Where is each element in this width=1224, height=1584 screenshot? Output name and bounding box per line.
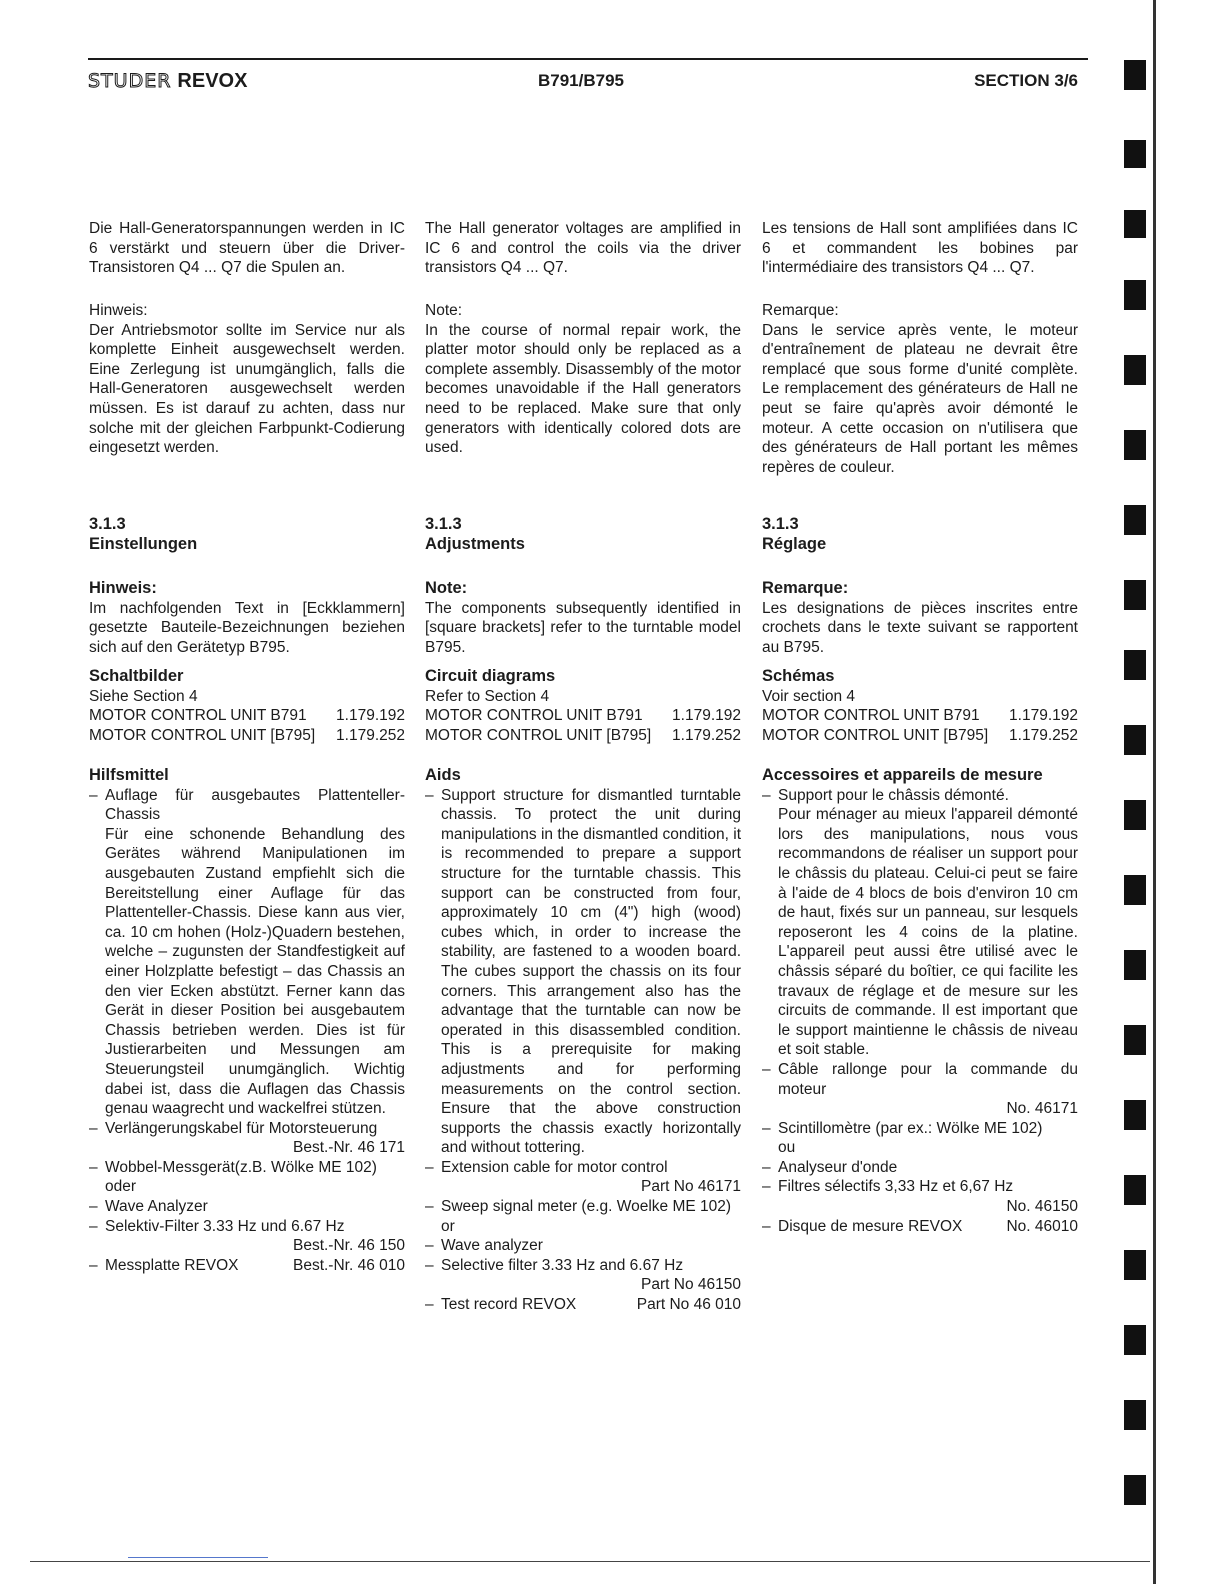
aid-title: – Test record REVOX bbox=[441, 1296, 577, 1314]
list-item bbox=[425, 1236, 741, 1256]
aid-title: – Filtres sélectifs 3,33 Hz et 6,67 Hz bbox=[778, 1178, 1014, 1196]
brand-revox: REVOX bbox=[177, 70, 248, 92]
binding-tab bbox=[1124, 1025, 1146, 1055]
hint-text: The components subsequently identified in [square brackets] refer to the turntable model B795. bbox=[425, 599, 741, 656]
diagram-number: 1.179.192 bbox=[336, 707, 405, 725]
diagram-row bbox=[89, 726, 405, 746]
section-title: Einstellungen bbox=[89, 534, 198, 553]
aids-list bbox=[89, 786, 405, 1276]
aid-part-number: No. 46150 bbox=[1006, 1198, 1078, 1216]
aid-title: – Disque de mesure REVOX bbox=[778, 1217, 963, 1235]
list-item bbox=[425, 1295, 741, 1315]
diagram-row bbox=[425, 706, 741, 726]
note-label: Remarque: bbox=[762, 302, 839, 319]
aid-part-number: Best.-Nr. 46 010 bbox=[292, 1256, 405, 1274]
aid-title: – Extension cable for motor control bbox=[441, 1158, 668, 1176]
list-item bbox=[762, 1158, 1078, 1178]
hint-label: Remarque: bbox=[762, 579, 849, 597]
section-number-heading: 3.1.3 bbox=[425, 515, 462, 533]
list-item bbox=[425, 1197, 741, 1236]
list-item bbox=[89, 1256, 405, 1276]
binding-tab bbox=[1124, 1250, 1146, 1280]
hint-label: Note: bbox=[425, 579, 468, 597]
diagrams-ref: Voir section 4 bbox=[762, 687, 856, 705]
aid-title: Wave analyzer bbox=[441, 1237, 543, 1255]
binding-tab bbox=[1124, 1175, 1146, 1205]
aid-title: – Selective filter 3.33 Hz and 6.67 Hz bbox=[441, 1256, 684, 1274]
list-item bbox=[89, 1158, 405, 1197]
binding-tab bbox=[1124, 430, 1146, 460]
aid-part-number: Part No 46150 bbox=[641, 1276, 741, 1294]
aid-title: – Scintillomètre (par ex.: Wölke ME 102) bbox=[778, 1119, 1043, 1137]
aid-part-number: No. 46171 bbox=[1006, 1100, 1078, 1118]
aids-list bbox=[762, 786, 1078, 1237]
binding-tab bbox=[1124, 355, 1146, 385]
page-header bbox=[88, 68, 1078, 98]
aid-or: oder bbox=[105, 1178, 137, 1196]
brand-logo bbox=[88, 70, 247, 93]
aids-label: Accessoires et appareils de mesure bbox=[762, 766, 1043, 784]
aid-part-number: No. 46010 bbox=[1006, 1217, 1078, 1235]
list-item bbox=[89, 1197, 405, 1217]
binding-tab bbox=[1124, 60, 1146, 90]
diagram-name: MOTOR CONTROL UNIT [B795] bbox=[425, 726, 652, 744]
diagram-name: MOTOR CONTROL UNIT B791 bbox=[89, 707, 307, 725]
page-edge bbox=[1153, 0, 1156, 1584]
list-item bbox=[89, 786, 405, 1119]
aid-title: Wave Analyzer bbox=[105, 1198, 208, 1216]
list-item bbox=[762, 1217, 1078, 1237]
diagram-name: MOTOR CONTROL UNIT [B795] bbox=[762, 726, 989, 744]
aid-part-number: Part No 46171 bbox=[641, 1178, 741, 1196]
diagram-number: 1.179.192 bbox=[672, 707, 741, 725]
aid-title: – Messplatte REVOX bbox=[105, 1256, 239, 1274]
diagrams-label: Schaltbilder bbox=[89, 667, 184, 685]
aid-title: Analyseur d'onde bbox=[778, 1158, 898, 1176]
aid-title: – Selektiv-Filter 3.33 Hz und 6.67 Hz bbox=[105, 1217, 345, 1235]
scan-mark bbox=[128, 1557, 268, 1558]
diagram-name: MOTOR CONTROL UNIT B791 bbox=[762, 707, 980, 725]
diagrams-label: Circuit diagrams bbox=[425, 667, 556, 685]
diagram-row bbox=[425, 726, 741, 746]
section-number: SECTION 3/6 bbox=[974, 71, 1078, 90]
aid-or: ou bbox=[778, 1139, 796, 1157]
aid-or: or bbox=[441, 1217, 455, 1235]
brand-studer: STUDER bbox=[88, 70, 172, 92]
binding-tab bbox=[1124, 1325, 1146, 1355]
section-number-heading: 3.1.3 bbox=[762, 515, 799, 533]
binding-tab bbox=[1124, 725, 1146, 755]
binding-tab bbox=[1124, 650, 1146, 680]
section-title: Adjustments bbox=[425, 534, 525, 553]
aids-label: Hilfsmittel bbox=[89, 766, 169, 784]
diagram-number: 1.179.252 bbox=[672, 726, 741, 744]
binding-tab bbox=[1124, 505, 1146, 535]
hint-text: Les designations de pièces inscrites entre crochets dans le texte suivant se rapportent au B795. bbox=[762, 599, 1078, 656]
hint-text: Im nachfolgenden Text in [Eckklammern] gesetzte Bauteile-Bezeichnungen beziehen sich auf den Gerätetyp B795. bbox=[89, 599, 405, 656]
note-label: Hinweis: bbox=[89, 302, 148, 319]
aid-title: – Verlängerungskabel für Motorsteuerung bbox=[105, 1119, 378, 1137]
note-text: In the course of normal repair work, the platter motor should only be replaced as a complete assembly. Disassembly of the motor becomes unavoidable if the Hall generators need to be replaced. Make sure that only generators with identically colored dots are used. bbox=[425, 321, 741, 457]
note-label: Note: bbox=[425, 302, 463, 319]
aid-part-number: Part No 46 010 bbox=[636, 1296, 741, 1314]
aids-list bbox=[425, 786, 741, 1315]
binding-tab bbox=[1124, 1400, 1146, 1430]
binding-tab bbox=[1124, 280, 1146, 310]
diagram-number: 1.179.192 bbox=[1009, 707, 1078, 725]
aid-title: – Câble rallonge pour la commande du moteur bbox=[778, 1060, 1078, 1098]
header-rule bbox=[88, 58, 1088, 60]
binding-tab bbox=[1124, 800, 1146, 830]
diagrams-ref: Siehe Section 4 bbox=[89, 687, 198, 705]
aids-label: Aids bbox=[425, 766, 461, 784]
binding-tab bbox=[1124, 1100, 1146, 1130]
aid-title: – Wobbel-Messgerät(z.B. Wölke ME 102) bbox=[105, 1158, 377, 1176]
aid-part-number: Best.-Nr. 46 171 bbox=[292, 1139, 405, 1157]
diagrams-label: Schémas bbox=[762, 667, 835, 685]
binding-tab bbox=[1124, 140, 1146, 168]
list-item bbox=[425, 786, 741, 1158]
aid-description: Pour ménager au mieux l'appareil démonté lors des manipulations, nous vous recommandons de réaliser un support pour le châssis du plateau. Celui-ci peut se faire à l'aide de 4 blocs de bois d'environ 10 cm de haut, fixés sur un panneau, sur lesquels reposeront les 4 coins de la platine. L'appareil peut aussi être utilisé avec le châssis séparé du boîtier, ce qui facilite les travaux de réglage et de mesure sur les circuits de commande. Il est important que le support maintienne le châssis de niveau et soit stable. bbox=[778, 806, 1078, 1059]
aid-part-number: Best.-Nr. 46 150 bbox=[292, 1237, 405, 1255]
aid-title: – Sweep signal meter (e.g. Woelke ME 102) bbox=[441, 1198, 732, 1216]
bottom-rule bbox=[30, 1561, 1150, 1562]
list-item bbox=[762, 1060, 1078, 1119]
aid-title: – Auflage für ausgebautes Plattenteller-Chassis bbox=[105, 786, 405, 824]
model-number: B791/B795 bbox=[538, 71, 625, 90]
list-item bbox=[89, 1217, 405, 1256]
diagram-number: 1.179.252 bbox=[1009, 726, 1078, 744]
diagram-row bbox=[762, 726, 1078, 746]
aid-title: – Support pour le châssis démonté. bbox=[778, 786, 1009, 804]
binding-tab bbox=[1124, 950, 1146, 980]
binding-tab bbox=[1124, 1475, 1146, 1505]
aid-description: Für eine schonende Behandlung des Gerätes während Manipulationen im ausgebauten Zustand empfiehlt sich die Bereitstellung einer Auflage für das Plattenteller-Chassis. Diese kann aus vier, ca. 10 cm hohen (Holz-)Quadern bestehen, welche – zugunsten der Standfestigkeit auf einer Holzplatte befestigt – das Chassis an den vier Ecken abstützt. Ferner kann das Gerät in dieser Position bei ausgebautem Chassis betrieben werden. Dies ist für Justierarbeiten und Messungen am Steuerungsteil unumgänglich. Wichtig dabei ist, dass die Auflagen das Chassis genau waagrecht und wackelfrei stützen. bbox=[105, 825, 405, 1118]
diagram-number: 1.179.252 bbox=[336, 726, 405, 744]
diagram-row bbox=[89, 706, 405, 726]
intro-text: The Hall generator voltages are amplified in IC 6 and control the coils via the driver transistors Q4 ... Q7. bbox=[425, 220, 741, 277]
list-item bbox=[762, 1177, 1078, 1216]
binding-tab bbox=[1124, 580, 1146, 610]
diagram-row bbox=[762, 706, 1078, 726]
intro-text: Die Hall-Generatorspannungen werden in IC 6 verstärkt und steuern über die Driver-Transistoren Q4 ... Q7 die Spulen an. bbox=[89, 220, 405, 277]
section-number-heading: 3.1.3 bbox=[89, 515, 126, 533]
binding-tab bbox=[1124, 210, 1146, 238]
diagram-name: MOTOR CONTROL UNIT B791 bbox=[425, 707, 643, 725]
aid-description: – Support structure for dismantled turntable chassis. To protect the unit during manipulations in the dismantled condition, it is recommended to prepare a support structure for the turntable chassis. This support can be constructed from four, approximately 10 cm (4") high (wood) cubes which, in order to increase the stability, are fastened to a wooden board. The cubes support the chassis on its four corners. This arrangement also has the advantage that the turntable can now be operated in this disassembled condition. This is a prerequisite for making adjustments and for performing measurements on the control section. Ensure that the above construction supports the chassis exactly horizontally and without tottering. bbox=[441, 786, 741, 1157]
list-item bbox=[762, 786, 1078, 1060]
diagrams-ref: Refer to Section 4 bbox=[425, 687, 550, 705]
note-text: Der Antriebsmotor sollte im Service nur als komplette Einheit ausgewechselt werden. Eine Zerlegung ist unumgänglich, falls die Hall-Generatoren ausgewechselt werden müssen. Es ist darauf zu achten, dass nur solche mit der gleichen Farbpunkt-Codierung eingesetzt werden. bbox=[89, 321, 405, 457]
list-item bbox=[425, 1158, 741, 1197]
intro-text: Les tensions de Hall sont amplifiées dans IC 6 et commandent les bobines par l'intermédiaire des transistors Q4 ... Q7. bbox=[762, 220, 1078, 277]
diagram-name: MOTOR CONTROL UNIT [B795] bbox=[89, 726, 316, 744]
note-text: Dans le service après vente, le moteur d'entraînement de plateau ne devrait être remplacé que sous forme d'unité complète. Le remplacement des générateurs de Hall ne peut se faire qu'après avoir démonté le moteur. A cette occasion on n'utilisera que des générateurs de Hall portant les mêmes repères de couleur. bbox=[762, 321, 1078, 476]
section-title: Réglage bbox=[762, 534, 827, 553]
hint-label: Hinweis: bbox=[89, 579, 157, 597]
binding-tab bbox=[1124, 875, 1146, 905]
list-item bbox=[425, 1256, 741, 1295]
list-item bbox=[762, 1119, 1078, 1158]
list-item bbox=[89, 1119, 405, 1158]
